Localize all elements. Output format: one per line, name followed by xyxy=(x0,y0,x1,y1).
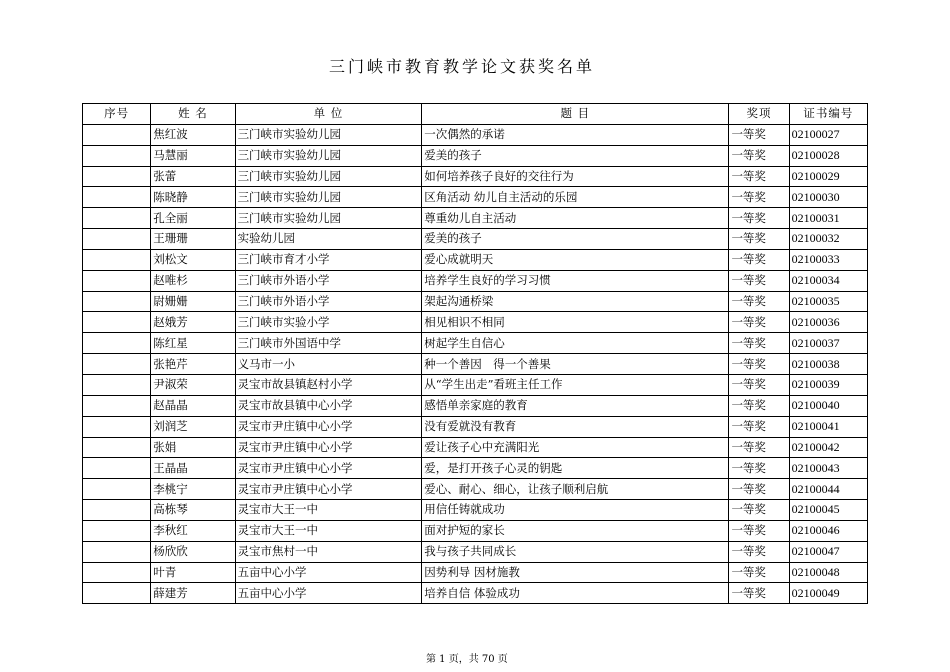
table-row xyxy=(83,291,868,312)
cell-award: 一等奖 xyxy=(729,166,789,187)
cell-name: 焦红波 xyxy=(151,124,235,145)
cell-seq xyxy=(83,416,151,437)
cell-topic: 因势利导 因材施教 xyxy=(422,562,729,583)
cell-name: 马慧丽 xyxy=(151,145,235,166)
cell-unit: 三门峡市实验幼儿园 xyxy=(235,145,422,166)
cell-award: 一等奖 xyxy=(729,374,789,395)
cell-award: 一等奖 xyxy=(729,500,789,521)
cell-topic: 种一个善因 得一个善果 xyxy=(422,354,729,375)
cell-topic: 没有爱就没有教育 xyxy=(422,416,729,437)
cell-seq xyxy=(83,374,151,395)
cell-name: 李桃宁 xyxy=(151,479,235,500)
cell-unit: 三门峡市实验幼儿园 xyxy=(235,124,422,145)
cell-unit: 灵宝市大王一中 xyxy=(235,520,422,541)
cell-unit: 三门峡市实验幼儿园 xyxy=(235,187,422,208)
cell-seq xyxy=(83,500,151,521)
cell-name: 张艳芹 xyxy=(151,354,235,375)
cell-unit: 灵宝市尹庄镇中心小学 xyxy=(235,458,422,479)
page-title: 三门峡市教育教学论文获奖名单 xyxy=(329,57,596,76)
cell-unit: 五亩中心小学 xyxy=(235,562,422,583)
table-row xyxy=(83,208,868,229)
cell-award: 一等奖 xyxy=(729,312,789,333)
header-topic: 题 目 xyxy=(422,104,729,125)
cell-name: 刘润芝 xyxy=(151,416,235,437)
cell-unit: 灵宝市大王一中 xyxy=(235,500,422,521)
cell-topic: 爱心成就明天 xyxy=(422,249,729,270)
cell-name: 孔全丽 xyxy=(151,208,235,229)
cell-name: 张娟 xyxy=(151,437,235,458)
cell-name: 薛建芳 xyxy=(151,583,235,604)
cell-name: 王珊珊 xyxy=(151,229,235,250)
cell-cert: 02100038 xyxy=(789,354,867,375)
table-header-row xyxy=(83,104,868,125)
cell-unit: 灵宝市尹庄镇中心小学 xyxy=(235,479,422,500)
cell-award: 一等奖 xyxy=(729,458,789,479)
table-row xyxy=(83,187,868,208)
cell-award: 一等奖 xyxy=(729,124,789,145)
cell-cert: 02100047 xyxy=(789,541,867,562)
table-row xyxy=(83,437,868,458)
cell-cert: 02100032 xyxy=(789,229,867,250)
cell-seq xyxy=(83,249,151,270)
cell-seq xyxy=(83,479,151,500)
table-row xyxy=(83,416,868,437)
cell-seq xyxy=(83,583,151,604)
cell-unit: 灵宝市尹庄镇中心小学 xyxy=(235,437,422,458)
cell-unit: 灵宝市故县镇中心小学 xyxy=(235,395,422,416)
cell-cert: 02100027 xyxy=(789,124,867,145)
cell-seq xyxy=(83,312,151,333)
cell-unit: 灵宝市焦村一中 xyxy=(235,541,422,562)
table-row xyxy=(83,270,868,291)
cell-award: 一等奖 xyxy=(729,249,789,270)
cell-unit: 三门峡市外语小学 xyxy=(235,270,422,291)
cell-topic: 爱美的孩子 xyxy=(422,229,729,250)
cell-unit: 三门峡市外国语中学 xyxy=(235,333,422,354)
cell-cert: 02100035 xyxy=(789,291,867,312)
cell-award: 一等奖 xyxy=(729,479,789,500)
cell-cert: 02100041 xyxy=(789,416,867,437)
cell-unit: 三门峡市育才小学 xyxy=(235,249,422,270)
cell-seq xyxy=(83,437,151,458)
cell-seq xyxy=(83,208,151,229)
cell-topic: 培养自信 体验成功 xyxy=(422,583,729,604)
cell-cert: 02100044 xyxy=(789,479,867,500)
table-row xyxy=(83,541,868,562)
cell-unit: 三门峡市外语小学 xyxy=(235,291,422,312)
cell-cert: 02100048 xyxy=(789,562,867,583)
cell-name: 赵晶晶 xyxy=(151,395,235,416)
cell-seq xyxy=(83,541,151,562)
cell-unit: 灵宝市故县镇赵村小学 xyxy=(235,374,422,395)
cell-unit: 五亩中心小学 xyxy=(235,583,422,604)
table-row xyxy=(83,145,868,166)
cell-award: 一等奖 xyxy=(729,187,789,208)
cell-award: 一等奖 xyxy=(729,583,789,604)
cell-cert: 02100046 xyxy=(789,520,867,541)
table-row xyxy=(83,229,868,250)
cell-name: 赵娥芳 xyxy=(151,312,235,333)
cell-name: 尹淑荣 xyxy=(151,374,235,395)
cell-topic: 尊重幼儿自主活动 xyxy=(422,208,729,229)
cell-cert: 02100036 xyxy=(789,312,867,333)
cell-award: 一等奖 xyxy=(729,520,789,541)
cell-seq xyxy=(83,333,151,354)
cell-seq xyxy=(83,458,151,479)
cell-cert: 02100040 xyxy=(789,395,867,416)
table-row xyxy=(83,458,868,479)
cell-unit: 灵宝市尹庄镇中心小学 xyxy=(235,416,422,437)
cell-unit: 三门峡市实验幼儿园 xyxy=(235,166,422,187)
cell-award: 一等奖 xyxy=(729,437,789,458)
cell-unit: 三门峡市实验幼儿园 xyxy=(235,208,422,229)
table-row xyxy=(83,166,868,187)
header-name: 姓 名 xyxy=(151,104,235,125)
cell-award: 一等奖 xyxy=(729,354,789,375)
cell-award: 一等奖 xyxy=(729,395,789,416)
cell-topic: 培养学生良好的学习习惯 xyxy=(422,270,729,291)
cell-topic: 面对护短的家长 xyxy=(422,520,729,541)
cell-seq xyxy=(83,395,151,416)
cell-name: 叶青 xyxy=(151,562,235,583)
cell-topic: 树起学生自信心 xyxy=(422,333,729,354)
cell-topic: 感悟单亲家庭的教育 xyxy=(422,395,729,416)
cell-name: 李秋红 xyxy=(151,520,235,541)
cell-cert: 02100045 xyxy=(789,500,867,521)
cell-topic: 爱心、耐心、细心，让孩子顺利启航 xyxy=(422,479,729,500)
cell-cert: 02100043 xyxy=(789,458,867,479)
table-row xyxy=(83,333,868,354)
cell-award: 一等奖 xyxy=(729,562,789,583)
table-row xyxy=(83,249,868,270)
cell-name: 陈晓静 xyxy=(151,187,235,208)
cell-seq xyxy=(83,145,151,166)
page-footer: 第 1 页，共 70 页 xyxy=(426,654,508,665)
cell-name: 陈红星 xyxy=(151,333,235,354)
table-row xyxy=(83,583,868,604)
cell-award: 一等奖 xyxy=(729,229,789,250)
cell-name: 高栋琴 xyxy=(151,500,235,521)
cell-seq xyxy=(83,520,151,541)
cell-seq xyxy=(83,270,151,291)
cell-award: 一等奖 xyxy=(729,208,789,229)
cell-topic: 一次偶然的承诺 xyxy=(422,124,729,145)
cell-topic: 爱让孩子心中充满阳光 xyxy=(422,437,729,458)
cell-cert: 02100033 xyxy=(789,249,867,270)
table-row xyxy=(83,395,868,416)
cell-topic: 相见相识不相同 xyxy=(422,312,729,333)
cell-award: 一等奖 xyxy=(729,541,789,562)
cell-seq xyxy=(83,291,151,312)
cell-topic: 从“学生出走”看班主任工作 xyxy=(422,374,729,395)
cell-name: 赵唯杉 xyxy=(151,270,235,291)
table-row xyxy=(83,479,868,500)
header-unit: 单 位 xyxy=(235,104,422,125)
cell-award: 一等奖 xyxy=(729,416,789,437)
table-row xyxy=(83,124,868,145)
cell-name: 王晶晶 xyxy=(151,458,235,479)
cell-seq xyxy=(83,229,151,250)
cell-seq xyxy=(83,187,151,208)
cell-unit: 实验幼儿园 xyxy=(235,229,422,250)
table-row xyxy=(83,374,868,395)
cell-topic: 爱美的孩子 xyxy=(422,145,729,166)
cell-award: 一等奖 xyxy=(729,270,789,291)
cell-unit: 三门峡市实验小学 xyxy=(235,312,422,333)
cell-topic: 爱，是打开孩子心灵的钥匙 xyxy=(422,458,729,479)
cell-cert: 02100034 xyxy=(789,270,867,291)
cell-award: 一等奖 xyxy=(729,333,789,354)
cell-name: 张蕾 xyxy=(151,166,235,187)
cell-topic: 我与孩子共同成长 xyxy=(422,541,729,562)
cell-award: 一等奖 xyxy=(729,145,789,166)
table-row xyxy=(83,312,868,333)
table-row xyxy=(83,354,868,375)
cell-seq xyxy=(83,124,151,145)
cell-topic: 区角活动 幼儿自主活动的乐园 xyxy=(422,187,729,208)
cell-topic: 架起沟通桥梁 xyxy=(422,291,729,312)
cell-award: 一等奖 xyxy=(729,291,789,312)
cell-seq xyxy=(83,562,151,583)
cell-name: 刘松文 xyxy=(151,249,235,270)
cell-cert: 02100039 xyxy=(789,374,867,395)
table-row xyxy=(83,562,868,583)
cell-unit: 义马市一小 xyxy=(235,354,422,375)
cell-topic: 用信任铸就成功 xyxy=(422,500,729,521)
cell-topic: 如何培养孩子良好的交往行为 xyxy=(422,166,729,187)
header-award: 奖项 xyxy=(729,104,789,125)
table-row xyxy=(83,520,868,541)
cell-cert: 02100042 xyxy=(789,437,867,458)
table-row xyxy=(83,500,868,521)
cell-seq xyxy=(83,354,151,375)
header-seq: 序号 xyxy=(83,104,151,125)
cell-cert: 02100029 xyxy=(789,166,867,187)
cell-seq xyxy=(83,166,151,187)
cell-cert: 02100030 xyxy=(789,187,867,208)
cell-cert: 02100037 xyxy=(789,333,867,354)
cell-cert: 02100049 xyxy=(789,583,867,604)
cell-cert: 02100028 xyxy=(789,145,867,166)
cell-name: 尉姗姗 xyxy=(151,291,235,312)
cell-name: 杨欣欣 xyxy=(151,541,235,562)
header-cert: 证书编号 xyxy=(789,104,867,125)
award-table xyxy=(82,103,868,604)
cell-cert: 02100031 xyxy=(789,208,867,229)
